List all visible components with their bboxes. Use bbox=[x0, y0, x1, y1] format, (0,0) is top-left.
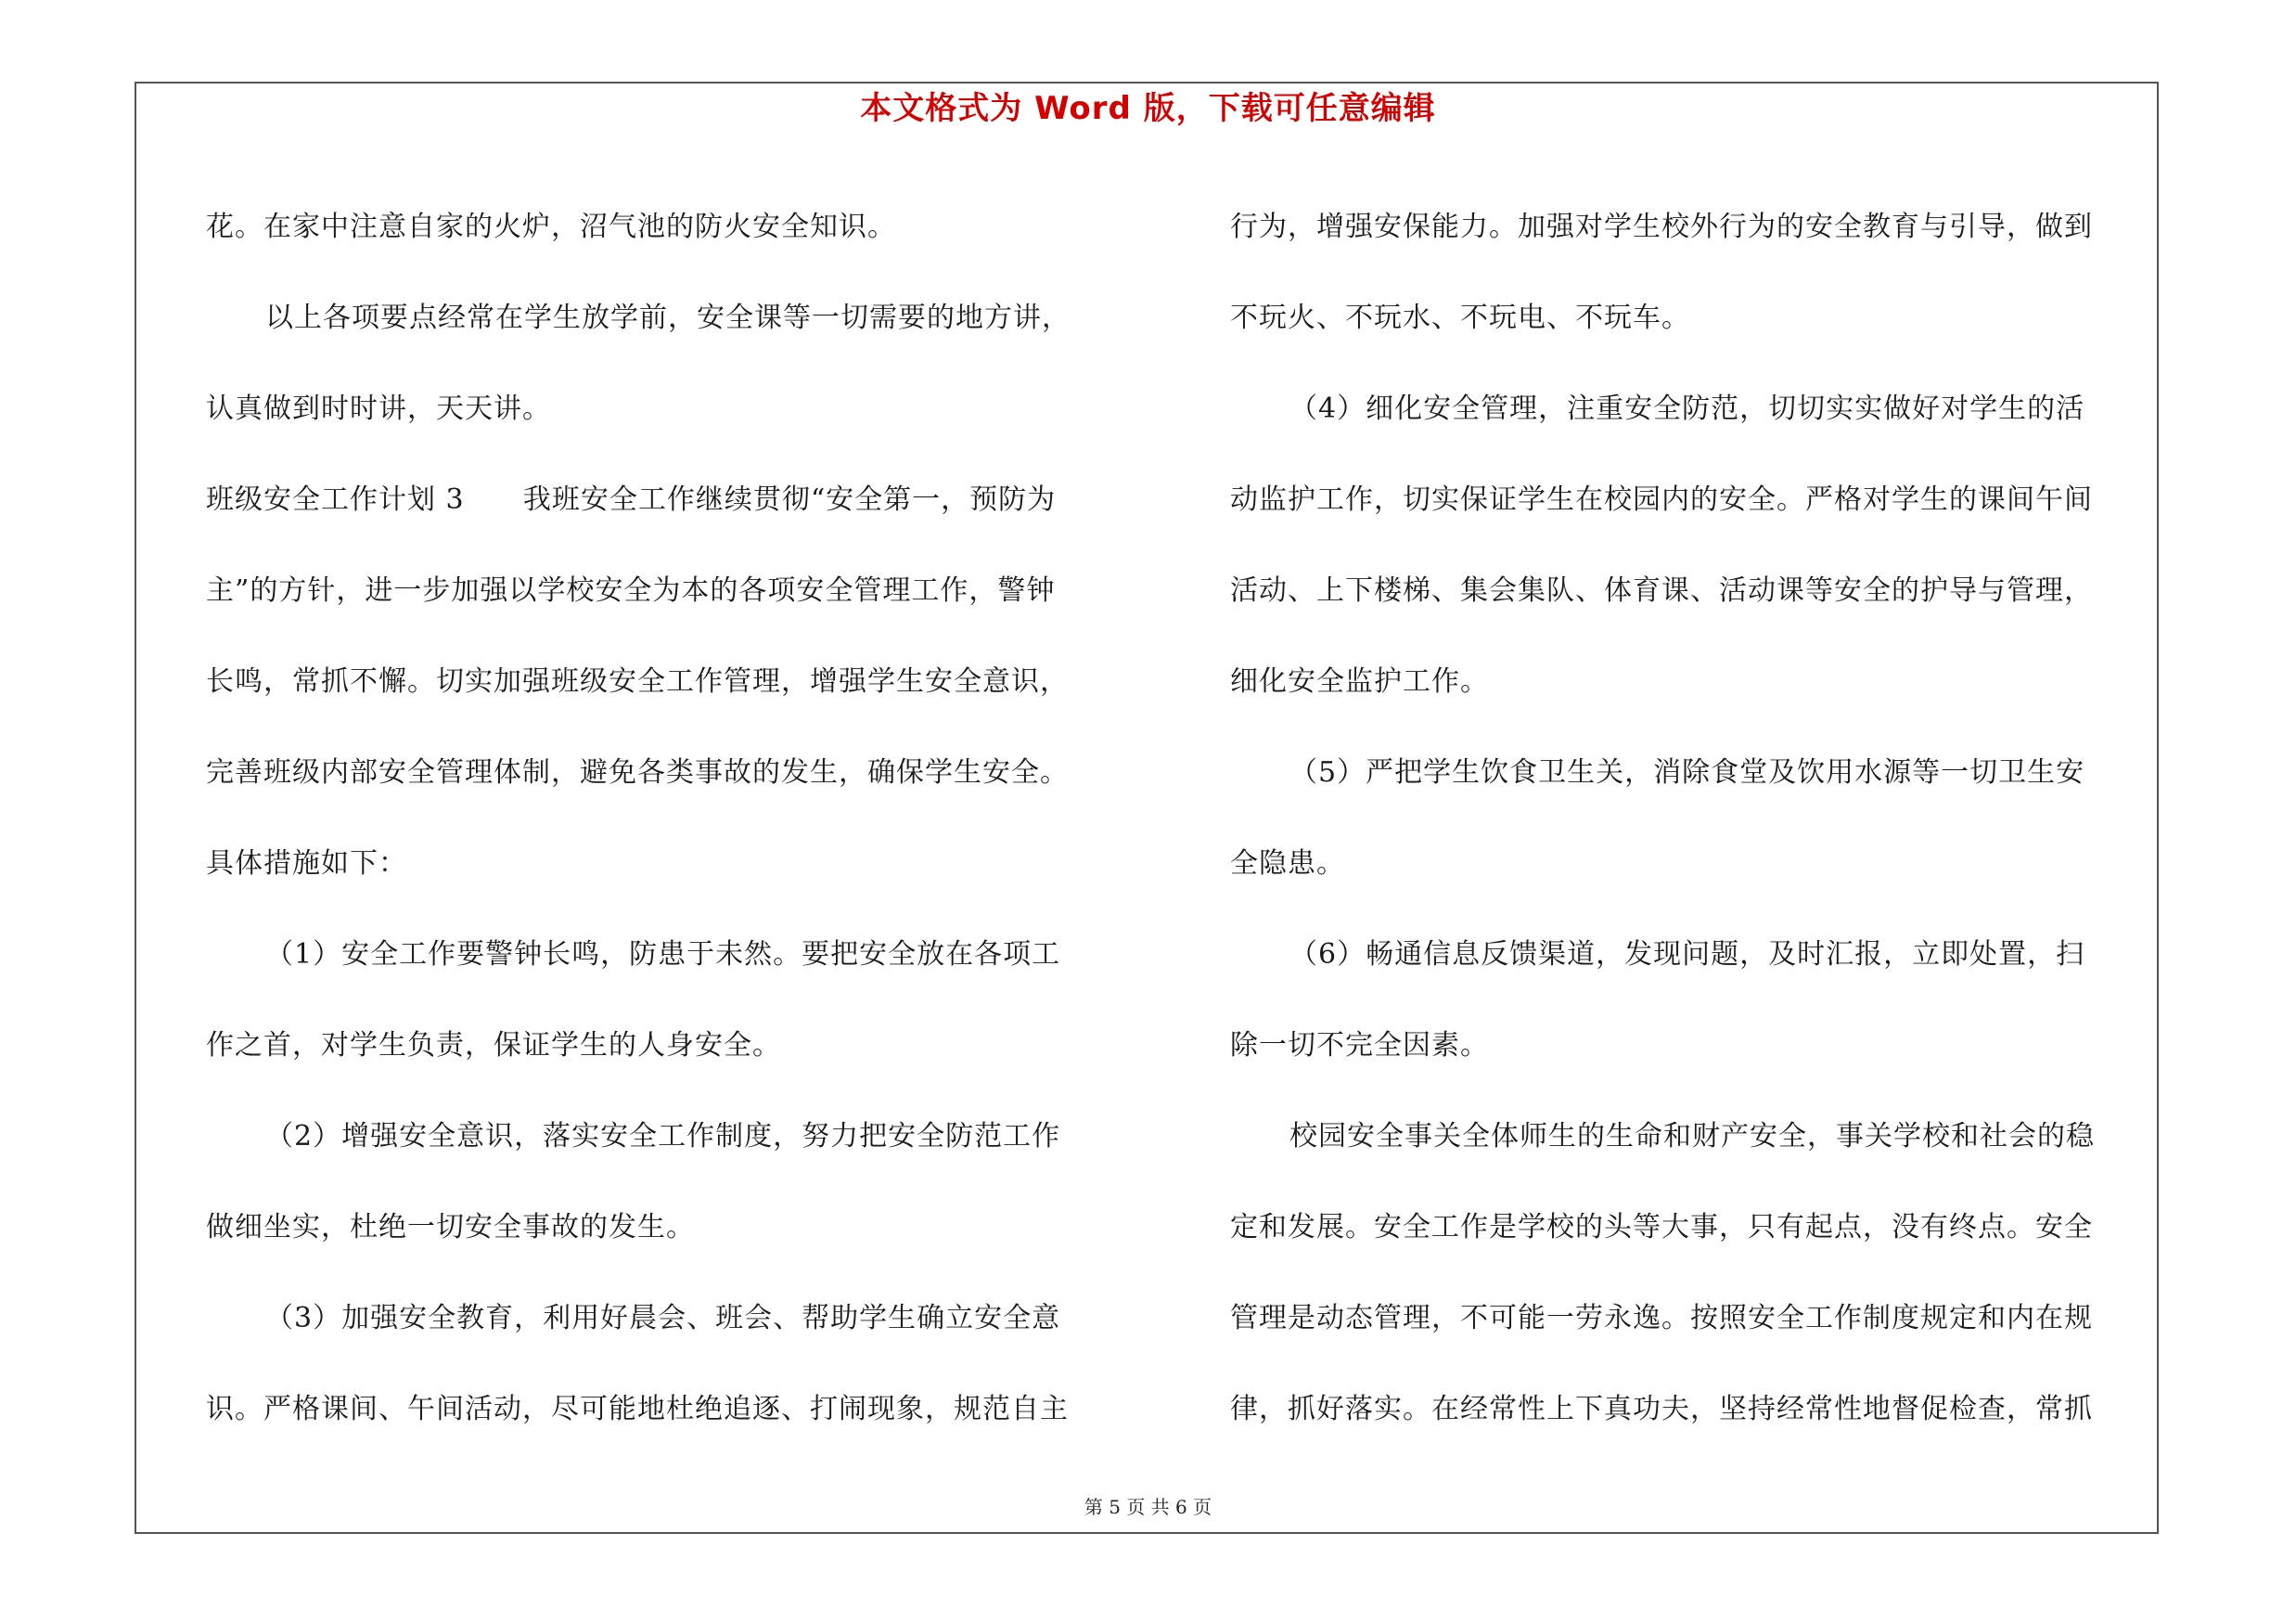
text-line: 管理是动态管理，不可能一劳永逸。按照安全工作制度规定和内在规 bbox=[1230, 1302, 2093, 1334]
section-heading-line: 班级安全工作计划 3 我班安全工作继续贯彻“安全第一，预防为 bbox=[206, 483, 1057, 516]
text-line: 认真做到时时讲，天天讲。 bbox=[206, 393, 551, 425]
right-text-column bbox=[1230, 182, 2148, 1455]
text-line: 作之首，对学生负责，保证学生的人身安全。 bbox=[206, 1029, 781, 1062]
left-text-column bbox=[206, 182, 1143, 1455]
list-item-line: （6）畅通信息反馈渠道，发现问题，及时汇报，立即处置，扫 bbox=[1289, 938, 2085, 971]
page-number-footer: 第 5 页 共 6 页 bbox=[1084, 1496, 1212, 1518]
list-item-line: （4）细化安全管理，注重安全防范，切切实实做好对学生的活 bbox=[1289, 393, 2085, 425]
text-line: 做细坐实，杜绝一切安全事故的发生。 bbox=[206, 1211, 695, 1243]
text-line: 具体措施如下： bbox=[206, 847, 407, 880]
text-line: 主”的方针，进一步加强以学校安全为本的各项安全管理工作，警钟 bbox=[206, 574, 1056, 607]
text-line: 花。在家中注意自家的火炉，沼气池的防火安全知识。 bbox=[206, 211, 896, 243]
text-line: 细化安全监护工作。 bbox=[1230, 665, 1489, 698]
text-line: 全隐患。 bbox=[1230, 847, 1345, 880]
text-line: 以上各项要点经常在学生放学前，安全课等一切需要的地方讲， bbox=[265, 302, 1071, 334]
text-line: 行为，增强安保能力。加强对学生校外行为的安全教育与引导，做到 bbox=[1230, 211, 2093, 243]
text-line: 识。严格课间、午间活动，尽可能地杜绝追逐、打闹现象，规范自主 bbox=[206, 1393, 1069, 1425]
text-line: 不玩火、不玩水、不玩电、不玩车。 bbox=[1230, 302, 1690, 334]
list-item-line: （5）严把学生饮食卫生关，消除食堂及饮用水源等一切卫生安 bbox=[1289, 756, 2085, 789]
list-item-line: （3）加强安全教育，利用好晨会、班会、帮助学生确立安全意 bbox=[265, 1302, 1061, 1334]
text-line: 长鸣，常抓不懈。切实加强班级安全工作管理，增强学生安全意识， bbox=[206, 665, 1069, 698]
text-line: 律，抓好落实。在经常性上下真功夫，坚持经常性地督促检查，常抓 bbox=[1230, 1393, 2093, 1425]
text-line: 活动、上下楼梯、集会集队、体育课、活动课等安全的护导与管理， bbox=[1230, 574, 2093, 607]
text-line: 完善班级内部安全管理体制，避免各类事故的发生，确保学生安全。 bbox=[206, 756, 1069, 789]
list-item-line: （2）增强安全意识，落实安全工作制度，努力把安全防范工作 bbox=[265, 1120, 1061, 1153]
text-line: 校园安全事关全体师生的生命和财产安全，事关学校和社会的稳 bbox=[1289, 1120, 2095, 1153]
text-line: 动监护工作，切实保证学生在校园内的安全。严格对学生的课间午间 bbox=[1230, 483, 2093, 516]
text-line: 除一切不完全因素。 bbox=[1230, 1029, 1489, 1062]
word-format-notice: 本文格式为 Word 版，下载可任意编辑 bbox=[860, 90, 1436, 127]
text-line: 定和发展。安全工作是学校的头等大事，只有起点，没有终点。安全 bbox=[1230, 1211, 2093, 1243]
list-item-line: （1）安全工作要警钟长鸣，防患于未然。要把安全放在各项工 bbox=[265, 938, 1061, 971]
